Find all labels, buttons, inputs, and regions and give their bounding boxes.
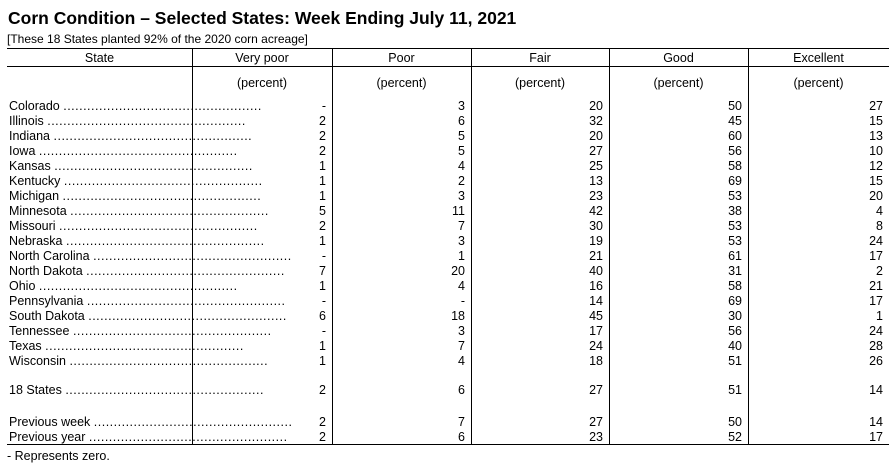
value-excellent: 4 [876, 204, 883, 218]
dot-leader: .................................................. [59, 219, 258, 233]
value-good: 40 [728, 339, 742, 353]
table-row [7, 204, 889, 219]
state-name: Wisconsin [9, 354, 66, 368]
value-very-poor: 7 [319, 264, 326, 278]
value-fair: 24 [589, 339, 603, 353]
corn-condition-table [7, 48, 889, 445]
value-excellent: 13 [869, 129, 883, 143]
unit-poor: (percent) [376, 76, 427, 90]
value-good: 69 [728, 174, 742, 188]
table-row [7, 234, 889, 249]
state-name: 18 States [9, 383, 62, 397]
value-excellent: 24 [869, 324, 883, 338]
value-poor: 4 [458, 354, 465, 368]
state-name: Nebraska [9, 234, 63, 248]
state-cell [9, 264, 285, 279]
table-row [7, 354, 889, 369]
value-good: 50 [728, 99, 742, 113]
state-name: Texas [9, 339, 42, 353]
table-row [7, 339, 889, 354]
value-poor: 3 [458, 324, 465, 338]
value-good: 50 [728, 415, 742, 429]
dot-leader: .................................................. [86, 294, 286, 308]
dot-leader: .................................................. [38, 279, 238, 293]
value-very-poor: - [321, 249, 326, 263]
value-fair: 27 [589, 144, 603, 158]
value-poor: 4 [458, 279, 465, 293]
state-name: Minnesota [9, 204, 67, 218]
value-fair: 17 [589, 324, 603, 338]
dot-leader: .................................................. [63, 99, 262, 113]
value-excellent: 10 [869, 144, 883, 158]
report-subtitle: [These 18 States planted 92% of the 2020 corn acreage] [7, 32, 308, 46]
state-cell [9, 159, 253, 174]
value-excellent: 15 [869, 174, 883, 188]
value-poor: 3 [458, 234, 465, 248]
dot-leader: .................................................. [88, 430, 288, 444]
table-row [7, 159, 889, 174]
state-cell [9, 383, 264, 398]
dot-leader: .................................................. [38, 144, 238, 158]
value-poor: 4 [458, 159, 465, 173]
value-very-poor: - [321, 294, 326, 308]
value-fair: 27 [589, 383, 603, 397]
state-cell [9, 324, 272, 339]
value-good: 51 [728, 383, 742, 397]
value-fair: 45 [589, 309, 603, 323]
dot-leader: .................................................. [93, 249, 292, 263]
dot-leader: .................................................. [69, 354, 269, 368]
state-cell [9, 430, 288, 445]
table-row [7, 279, 889, 294]
value-excellent: 28 [869, 339, 883, 353]
value-excellent: 26 [869, 354, 883, 368]
value-poor: 2 [458, 174, 465, 188]
value-good: 56 [728, 324, 742, 338]
state-name: Missouri [9, 219, 56, 233]
table-row [7, 264, 889, 279]
state-cell [9, 144, 238, 159]
value-very-poor: 2 [319, 114, 326, 128]
value-good: 58 [728, 159, 742, 173]
value-poor: 6 [458, 383, 465, 397]
value-excellent: 2 [876, 264, 883, 278]
table-row [7, 189, 889, 204]
value-fair: 27 [589, 415, 603, 429]
dot-leader: .................................................. [86, 264, 285, 278]
state-name: North Dakota [9, 264, 83, 278]
dot-leader: .................................................. [45, 339, 244, 353]
header-excellent: Excellent [793, 51, 844, 65]
value-very-poor: 1 [319, 279, 326, 293]
value-very-poor: - [321, 324, 326, 338]
value-fair: 16 [589, 279, 603, 293]
value-very-poor: 2 [319, 129, 326, 143]
value-fair: 23 [589, 189, 603, 203]
value-very-poor: 1 [319, 159, 326, 173]
value-poor: 5 [458, 144, 465, 158]
state-cell [9, 354, 269, 369]
header-state: State [84, 51, 115, 65]
table-row [7, 114, 889, 129]
table-row [7, 144, 889, 159]
value-very-poor: 5 [319, 204, 326, 218]
value-excellent: 1 [876, 309, 883, 323]
value-fair: 21 [589, 249, 603, 263]
summary-row [7, 415, 889, 430]
value-poor: 18 [451, 309, 465, 323]
value-very-poor: 2 [319, 383, 326, 397]
unit-good: (percent) [653, 76, 704, 90]
value-good: 38 [728, 204, 742, 218]
dot-leader: .................................................. [62, 189, 262, 203]
value-poor: 3 [458, 99, 465, 113]
table-row [7, 324, 889, 339]
value-very-poor: 2 [319, 430, 326, 444]
unit-excellent: (percent) [793, 76, 844, 90]
value-excellent: 17 [869, 294, 883, 308]
value-very-poor: 2 [319, 219, 326, 233]
value-excellent: 27 [869, 99, 883, 113]
value-fair: 14 [589, 294, 603, 308]
value-fair: 42 [589, 204, 603, 218]
value-excellent: 15 [869, 114, 883, 128]
state-name: Pennsylvania [9, 294, 84, 308]
value-poor: 1 [458, 249, 465, 263]
state-cell [9, 114, 246, 129]
value-good: 53 [728, 234, 742, 248]
dot-leader: .................................................. [70, 204, 269, 218]
header-very-poor: Very poor [235, 51, 289, 65]
value-good: 31 [728, 264, 742, 278]
value-good: 53 [728, 189, 742, 203]
value-very-poor: - [321, 99, 326, 113]
state-cell [9, 174, 263, 189]
value-excellent: 20 [869, 189, 883, 203]
footnote: - Represents zero. [7, 449, 110, 463]
dot-leader: .................................................. [47, 114, 246, 128]
value-very-poor: 2 [319, 415, 326, 429]
value-very-poor: 1 [319, 339, 326, 353]
summary-row [7, 383, 889, 398]
value-poor: 7 [458, 415, 465, 429]
header-good: Good [663, 51, 694, 65]
dot-leader: .................................................. [72, 324, 272, 338]
table-row [7, 129, 889, 144]
value-excellent: 24 [869, 234, 883, 248]
value-good: 53 [728, 219, 742, 233]
value-excellent: 14 [869, 383, 883, 397]
value-excellent: 17 [869, 430, 883, 444]
value-excellent: 21 [869, 279, 883, 293]
state-name: Tennessee [9, 324, 70, 338]
table-row [7, 249, 889, 264]
value-poor: 6 [458, 430, 465, 444]
value-poor: 7 [458, 219, 465, 233]
value-fair: 32 [589, 114, 603, 128]
state-name: Previous week [9, 415, 91, 429]
value-fair: 40 [589, 264, 603, 278]
state-name: Kansas [9, 159, 51, 173]
report-title: Corn Condition – Selected States: Week Ending July 11, 2021 [8, 8, 517, 28]
value-good: 60 [728, 129, 742, 143]
state-cell [9, 249, 292, 264]
value-very-poor: 1 [319, 354, 326, 368]
value-good: 58 [728, 279, 742, 293]
value-excellent: 17 [869, 249, 883, 263]
state-name: Indiana [9, 129, 51, 143]
value-very-poor: 1 [319, 174, 326, 188]
summary-row [7, 430, 889, 445]
value-fair: 30 [589, 219, 603, 233]
value-very-poor: 1 [319, 189, 326, 203]
value-good: 56 [728, 144, 742, 158]
value-fair: 20 [589, 99, 603, 113]
dot-leader: .................................................. [53, 129, 253, 143]
value-very-poor: 2 [319, 144, 326, 158]
value-very-poor: 1 [319, 234, 326, 248]
value-excellent: 8 [876, 219, 883, 233]
state-cell [9, 309, 287, 324]
state-cell [9, 204, 269, 219]
state-cell [9, 99, 262, 114]
table-row [7, 219, 889, 234]
state-name: Illinois [9, 114, 44, 128]
unit-very-poor: (percent) [236, 76, 288, 90]
state-cell [9, 339, 244, 354]
value-fair: 23 [589, 430, 603, 444]
value-fair: 18 [589, 354, 603, 368]
dot-leader: .................................................. [54, 159, 253, 173]
value-fair: 20 [589, 129, 603, 143]
value-poor: 3 [458, 189, 465, 203]
value-good: 69 [728, 294, 742, 308]
header-poor: Poor [388, 51, 415, 65]
state-name: Iowa [9, 144, 36, 158]
state-cell [9, 189, 262, 204]
state-name: Michigan [9, 189, 60, 203]
value-good: 45 [728, 114, 742, 128]
dot-leader: .................................................. [93, 415, 293, 429]
value-poor: 11 [452, 204, 465, 218]
state-name: Kentucky [9, 174, 61, 188]
value-poor: 5 [458, 129, 465, 143]
state-name: Colorado [9, 99, 60, 113]
state-name: South Dakota [9, 309, 85, 323]
value-very-poor: 6 [319, 309, 326, 323]
table-row [7, 174, 889, 189]
table-row [7, 309, 889, 324]
value-good: 51 [728, 354, 742, 368]
state-cell [9, 234, 265, 249]
value-poor: 20 [451, 264, 465, 278]
value-fair: 13 [589, 174, 603, 188]
table-row [7, 294, 889, 309]
state-cell [9, 219, 258, 234]
dot-leader: .................................................. [65, 383, 264, 397]
value-excellent: 14 [869, 415, 883, 429]
header-fair: Fair [529, 51, 551, 65]
state-cell [9, 279, 238, 294]
dot-leader: .................................................. [65, 234, 265, 248]
value-fair: 19 [589, 234, 603, 248]
value-good: 30 [728, 309, 742, 323]
dot-leader: .................................................. [88, 309, 287, 323]
state-cell [9, 415, 293, 430]
value-fair: 25 [589, 159, 603, 173]
value-good: 52 [728, 430, 742, 444]
state-name: North Carolina [9, 249, 90, 263]
value-good: 61 [728, 249, 742, 263]
dot-leader: .................................................. [63, 174, 263, 188]
value-excellent: 12 [869, 159, 883, 173]
value-poor: 6 [458, 114, 465, 128]
table-row [7, 99, 889, 114]
value-poor: - [460, 294, 465, 308]
value-poor: 7 [458, 339, 465, 353]
state-name: Ohio [9, 279, 36, 293]
state-cell [9, 294, 286, 309]
state-name: Previous year [9, 430, 86, 444]
unit-fair: (percent) [514, 76, 566, 90]
state-cell [9, 129, 253, 144]
